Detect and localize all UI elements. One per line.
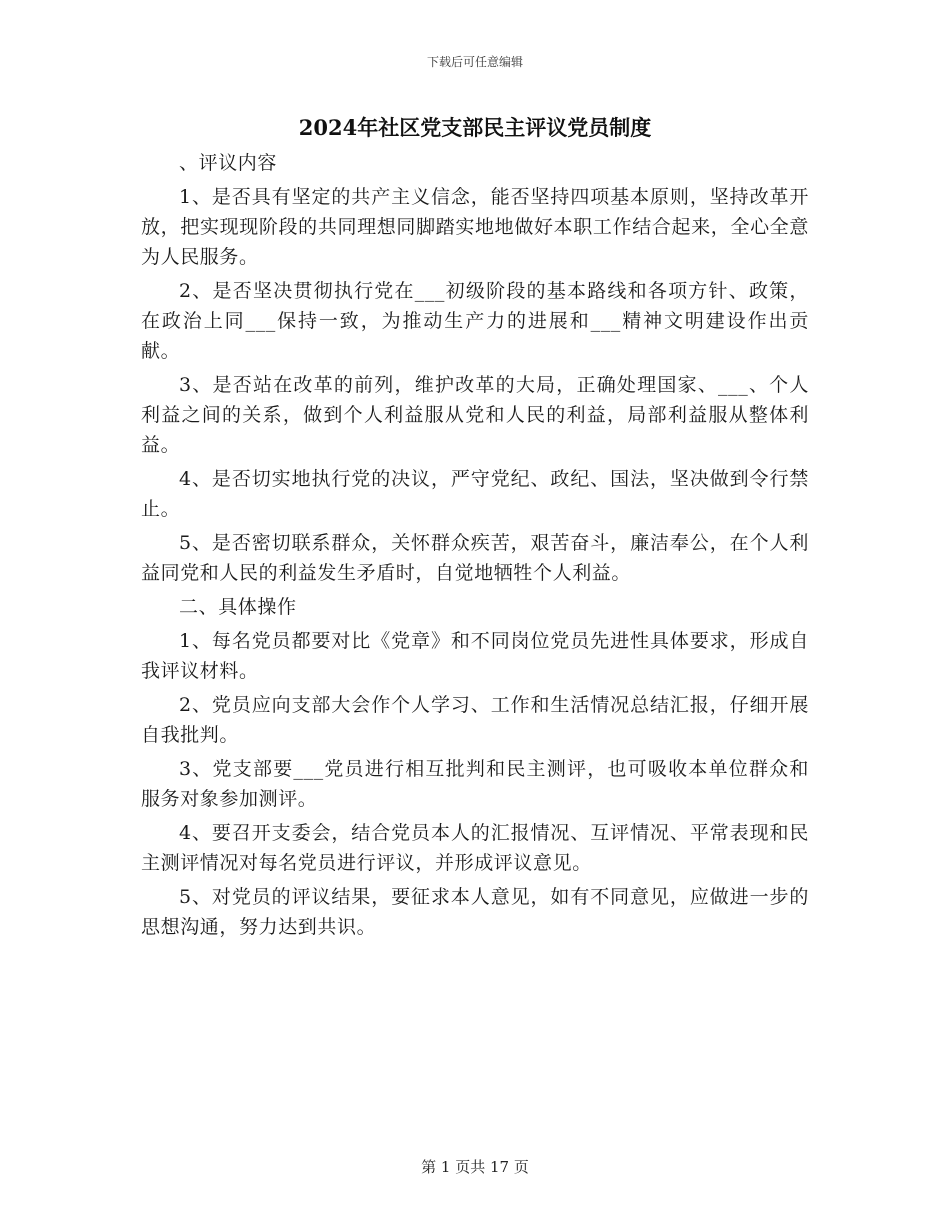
document-title: 2024年社区党支部民主评议党员制度	[298, 115, 652, 140]
document-body	[141, 148, 809, 946]
paragraph-op-4: 4、要召开支委会，结合党员本人的汇报情况、互评情况、平常表现和民主测评情况对每名党员进行评议，并形成评议意见。	[141, 822, 809, 874]
page-number: 第 1 页共 17 页	[421, 1158, 529, 1176]
paragraph-item-1: 1、是否具有坚定的共产主义信念，能否坚持四项基本原则，坚持改革开放，把实现现阶段的共同理想同脚踏实地地做好本职工作结合起来，全心全意为人民服务。	[141, 186, 809, 268]
paragraph-item-3: 3、是否站在改革的前列，维护改革的大局，正确处理国家、___、个人利益之间的关系，做到个人利益服从党和人民的利益，局部利益服从整体利益。	[141, 374, 809, 456]
paragraph-item-5: 5、是否密切联系群众，关怀群众疾苦，艰苦奋斗，廉洁奉公，在个人利益同党和人民的利益发生矛盾时，自觉地牺牲个人利益。	[141, 532, 809, 584]
section-heading-operation: 二、具体操作	[179, 596, 297, 618]
paragraph-op-2: 2、党员应向支部大会作个人学习、工作和生活情况总结汇报，仔细开展自我批判。	[141, 694, 809, 746]
header-note: 下载后可任意编辑	[426, 55, 523, 69]
paragraph-item-4: 4、是否切实地执行党的决议，严守党纪、政纪、国法，坚决做到令行禁止。	[141, 468, 809, 520]
paragraph-op-5: 5、对党员的评议结果，要征求本人意见，如有不同意见，应做进一步的思想沟通，努力达到共识。	[141, 886, 809, 938]
paragraph-op-1: 1、每名党员都要对比《党章》和不同岗位党员先进性具体要求，形成自我评议材料。	[141, 630, 809, 682]
paragraph-item-2: 2、是否坚决贯彻执行党在___初级阶段的基本路线和各项方针、政策，在政治上同___保持一致，为推动生产力的进展和___精神文明建设作出贡献。	[141, 280, 809, 362]
paragraph-op-3: 3、党支部要___党员进行相互批判和民主测评，也可吸收本单位群众和服务对象参加测评。	[141, 758, 809, 810]
section-heading-evaluation-content: 、评议内容	[179, 152, 278, 174]
